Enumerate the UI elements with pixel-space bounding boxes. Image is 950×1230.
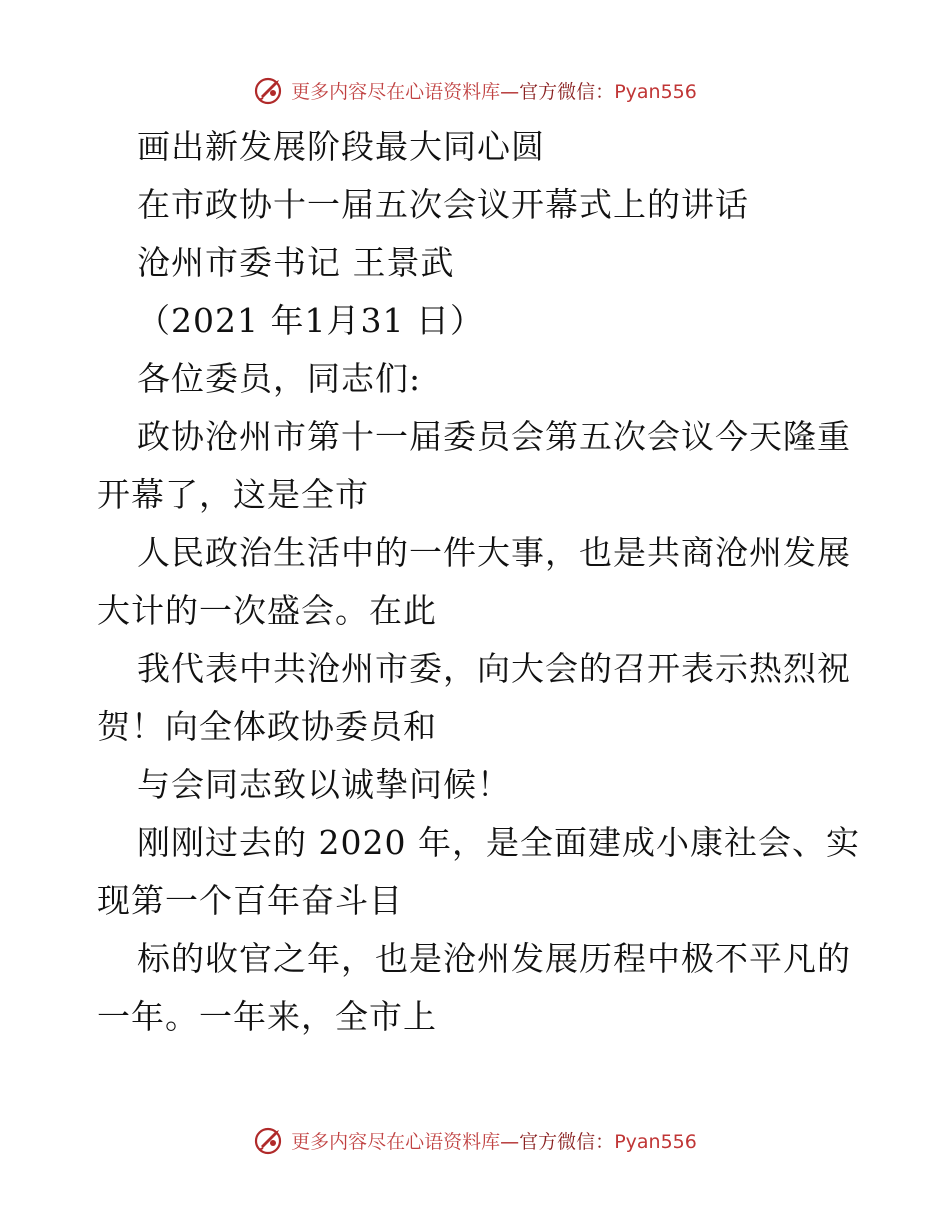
document-body [97, 118, 860, 1046]
paragraph-line: 政协沧州市第十一届委员会第五次会议今天隆重 [137, 417, 851, 456]
paragraph-line: 一年。一年来，全市上 [97, 997, 437, 1036]
banner-text: 更多内容尽在心语资料库—官方微信：Pyan556 [291, 1130, 697, 1153]
quill-pen-seal-icon [253, 74, 285, 106]
document-title: 画出新发展阶段最大同心圆 [137, 127, 545, 166]
paragraph-line: 我代表中共沧州市委，向大会的召开表示热烈祝 [137, 649, 851, 688]
paragraph-line: 开幕了，这是全市 [97, 475, 369, 514]
paragraph-line: 大计的一次盛会。在此 [97, 591, 437, 630]
wechat-id: Pyan556 [614, 1130, 697, 1153]
banner-text: 更多内容尽在心语资料库—官方微信：Pyan556 [291, 80, 697, 103]
paragraph-line: 现第一个百年奋斗目 [97, 881, 403, 920]
paragraph-line: 标的收官之年，也是沧州发展历程中极不平凡的 [137, 939, 851, 978]
document-author: 沧州市委书记 王景武 [137, 243, 455, 282]
header-watermark-banner [0, 70, 950, 110]
paragraph-line: 贺！向全体政协委员和 [97, 707, 437, 746]
quill-pen-seal-icon [253, 1124, 285, 1156]
document-date: （2021 年1月31 日） [137, 301, 484, 340]
document-greeting: 各位委员，同志们: [137, 359, 422, 398]
paragraph-line: 刚刚过去的 2020 年，是全面建成小康社会、实 [137, 823, 860, 862]
document-subtitle: 在市政协十一届五次会议开幕式上的讲话 [137, 185, 749, 224]
footer-watermark-banner [0, 1120, 950, 1160]
paragraph-line: 与会同志致以诚挚问候！ [137, 765, 511, 804]
paragraph-line: 人民政治生活中的一件大事，也是共商沧州发展 [137, 533, 851, 572]
wechat-id: Pyan556 [614, 80, 697, 103]
